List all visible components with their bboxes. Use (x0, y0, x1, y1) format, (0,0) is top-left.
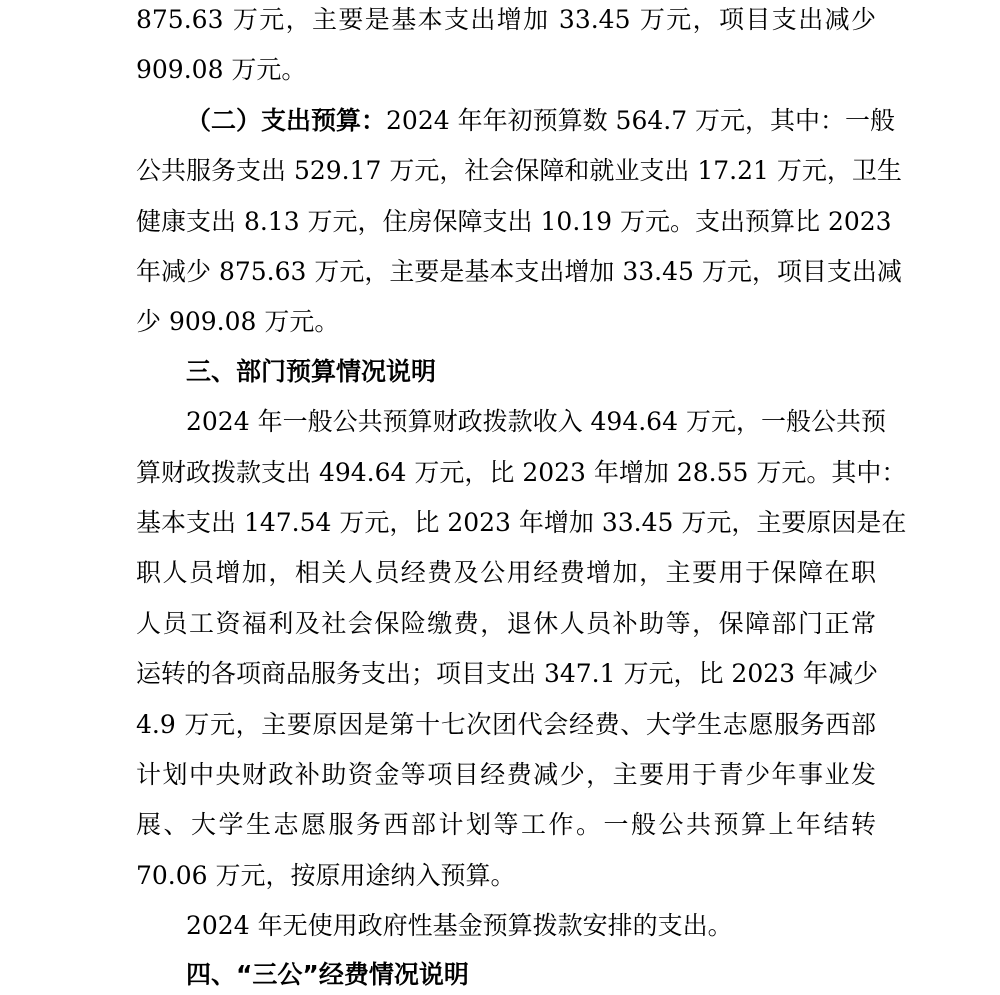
text-line: 计划中央财政补助资金等项目经费减少，主要用于青少年事业发 (136, 760, 876, 789)
text-line: 少 909.08 万元。 (136, 307, 340, 336)
text-line: 健康支出 8.13 万元，住房保障支出 10.19 万元。支出预算比 2023 (136, 207, 892, 236)
text-line: 70.06 万元，按原用途纳入预算。 (136, 861, 516, 890)
text-line: 2024 年一般公共预算财政拨款收入 494.64 万元，一般公共预 (186, 407, 886, 436)
text-line: 2024 年无使用政府性基金预算拨款安排的支出。 (186, 911, 733, 940)
text-line: 算财政拨款支出 494.64 万元，比 2023 年增加 28.55 万元。其中： (136, 458, 907, 487)
section-heading: 四、“三公”经费情况说明 (186, 960, 469, 989)
section-heading: 三、部门预算情况说明 (186, 357, 437, 386)
text-line: 公共服务支出 529.17 万元，社会保障和就业支出 17.21 万元，卫生 (136, 156, 902, 185)
paragraph-label: （二）支出预算： (186, 106, 387, 135)
text-line: 基本支出 147.54 万元，比 2023 年增加 33.45 万元，主要原因是在 (136, 508, 907, 537)
text-line: 4.9 万元，主要原因是第十七次团代会经费、大学生志愿服务西部 (136, 710, 876, 739)
text-line: 875.63 万元，主要是基本支出增加 33.45 万元，项目支出减少 (136, 5, 876, 34)
text-line: 年减少 875.63 万元，主要是基本支出增加 33.45 万元，项目支出减 (136, 257, 902, 286)
paragraph-text: 2024 年年初预算数 564.7 万元，其中：一般 (386, 106, 896, 135)
text-line: 909.08 万元。 (136, 55, 307, 84)
text-line: 运转的各项商品服务支出；项目支出 347.1 万元，比 2023 年减少 (136, 659, 878, 688)
text-line: 展、大学生志愿服务西部计划等工作。一般公共预算上年结转 (136, 810, 876, 839)
paragraph-first-line (186, 101, 896, 141)
text-line: 职人员增加，相关人员经费及公用经费增加，主要用于保障在职 (136, 558, 876, 587)
text-line: 人员工资福利及社会保险缴费，退休人员补助等，保障部门正常 (136, 609, 876, 638)
